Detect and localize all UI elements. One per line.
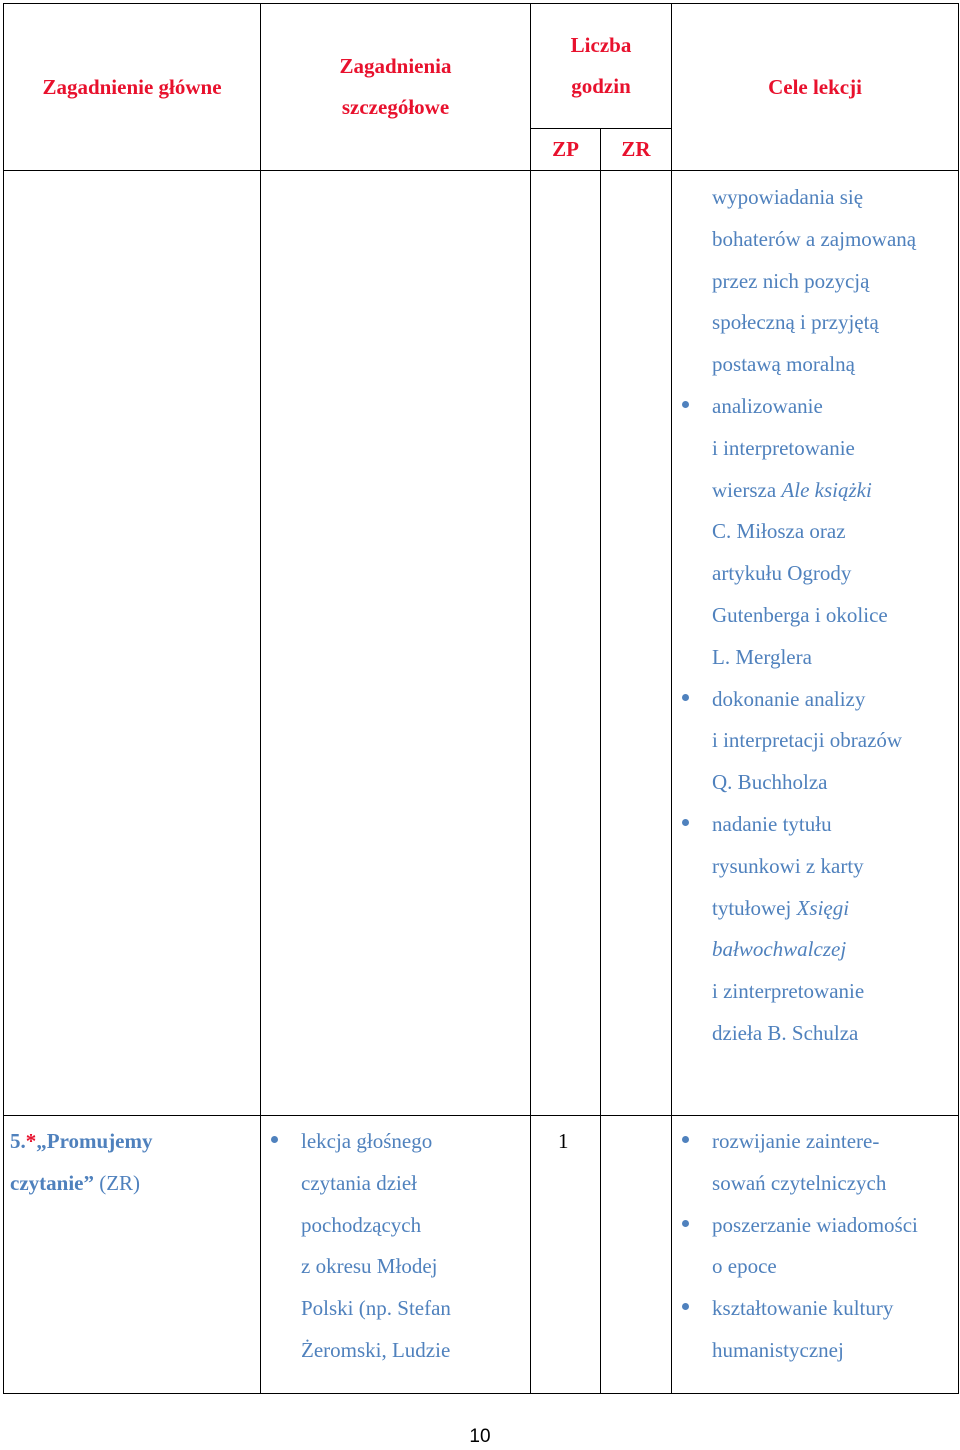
bullet-icon (682, 1303, 689, 1310)
continued-zp (531, 171, 601, 1116)
lesson-5-detailed-topics (261, 1116, 531, 1394)
header-lesson-goals: Cele lekcji (672, 4, 959, 171)
curriculum-table (3, 3, 959, 1394)
header-detailed-topics: Zagadnienia szczegółowe (261, 4, 531, 171)
continued-detailed-topics (261, 171, 531, 1116)
goal-item: kształtowanie kultury humanistycznej (672, 1288, 958, 1372)
header-zr: ZR (601, 129, 672, 171)
page-number: 10 (469, 1426, 491, 1447)
goal-continuation: wypowiadania się bohaterów a zajmowaną przez nich pozycją społeczną i przyjętą postawą moralną (712, 185, 917, 377)
lesson-5-zp (531, 1116, 601, 1394)
goal-item: poszerzanie wiadomości o epoce (672, 1205, 958, 1289)
continued-row (4, 171, 959, 1116)
continued-zr (601, 171, 672, 1116)
header-hours: Liczba godzin (531, 4, 672, 129)
lesson-5-main-topic: 5.*„Promujemy czytanie” (ZR) (4, 1116, 261, 1394)
italic-title: Xsięgi (796, 895, 850, 920)
bullet-icon (682, 1136, 689, 1143)
lesson-5-zr-hours: 1 (601, 1116, 672, 1394)
bullet-icon (682, 1220, 689, 1227)
lesson-5-goals (672, 1116, 959, 1394)
goal-item: rozwijanie zaintere- sowań czytelniczych (672, 1121, 958, 1205)
italic-title: bałwochwalczej (712, 937, 847, 962)
goals-list (672, 177, 958, 1055)
bullet-icon (682, 401, 689, 408)
header-main-topic: Zagadnienie główne (4, 4, 261, 171)
header-zp: ZP (531, 129, 601, 171)
lesson-row-5 (4, 1116, 959, 1394)
topic-item: lekcja głośnego czytania dzieł pochodzących z okresu Młodej Polski (np. Stefan Żeromski, Ludzie (261, 1121, 530, 1372)
continued-main-topic (4, 171, 261, 1116)
bullet-icon (271, 1136, 278, 1143)
goal-item: dokonanie analizy i interpretacji obrazów Q. Buchholza (672, 679, 958, 804)
italic-title: Ale książki (781, 477, 872, 502)
goal-item: nadanie tytułu rysunkowi z karty tytułowej Xsięgi bałwochwalczej i zinterpretowanie dzieła B. Schulza (672, 804, 958, 1055)
header-row (4, 4, 959, 129)
continued-goals (672, 171, 959, 1116)
bullet-icon (682, 819, 689, 826)
goal-item: analizowanie i interpretowanie wiersza Ale książki C. Miłosza oraz artykułu Ogrody Gutenberga i okolice L. Merglera (672, 386, 958, 679)
bullet-icon (682, 694, 689, 701)
